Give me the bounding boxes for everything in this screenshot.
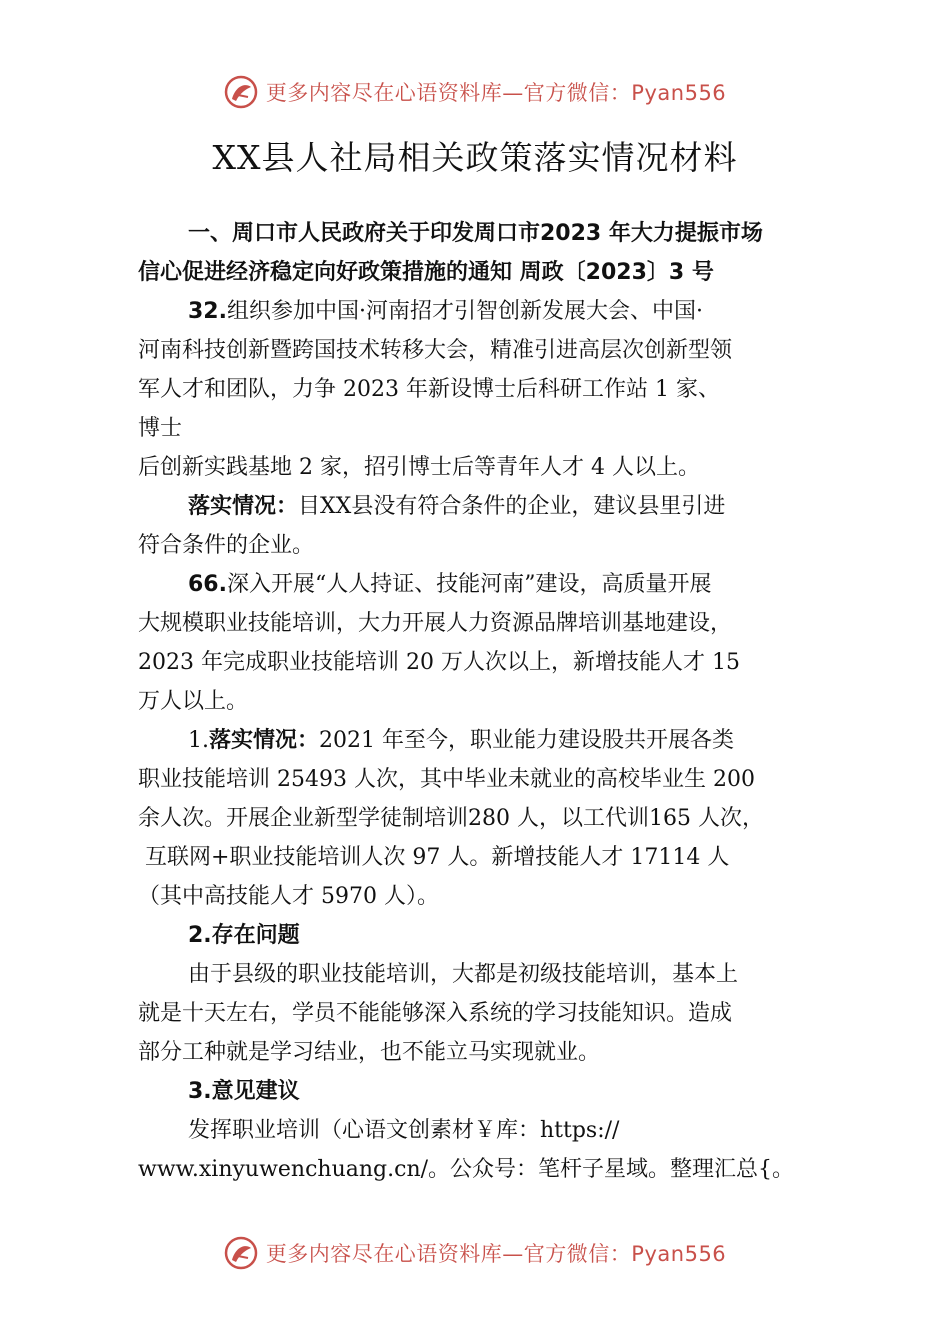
document-body (138, 214, 828, 1189)
impl-66-line-5: （其中高技能人才 5970 人）。 (138, 884, 439, 909)
item-66-number: 66. (188, 572, 227, 597)
suggestions-line-1: 发挥职业培训（心语文创素材￥库：https:// (188, 1118, 620, 1143)
header-banner (0, 72, 950, 112)
problems-line-3: 部分工种就是学习结业，也不能立马实现就业。 (138, 1040, 601, 1065)
item-32-line-5: 后创新实践基地 2 家，招引博士后等青年人才 4 人以上。 (138, 455, 700, 480)
impl-66-line-1 (138, 721, 828, 760)
problems-line-1: 由于县级的职业技能培训，大都是初级技能培训，基本上 (188, 962, 739, 987)
item-32-line-4: 博士 (138, 416, 183, 441)
banner-text: 更多内容尽在心语资料库—官方微信：Pyan556 (265, 81, 727, 105)
item-32-line-1 (138, 292, 828, 331)
impl-32-line-1 (138, 487, 828, 526)
section-heading-line-2: 信心促进经济稳定向好政策措施的通知 周政〔2023〕3 号 (138, 260, 714, 285)
banner-text: 更多内容尽在心语资料库—官方微信：Pyan556 (265, 1242, 727, 1266)
item-66-line-3: 2023 年完成职业技能培训 20 万人次以上，新增技能人才 15 (138, 650, 740, 675)
item-66-line-1 (138, 565, 828, 604)
impl-66-line-3: 余人次。开展企业新型学徒制培训280 人，以工代训165 人次， (138, 806, 764, 831)
section-heading-line-1: 一、周口市人民政府关于印发周口市2023 年大力提振市场 (188, 221, 763, 246)
item-32-line-3: 军人才和团队，力争 2023 年新设博士后科研工作站 1 家、 (138, 377, 720, 402)
item-32-text-1: 组织参加中国·河南招才引智创新发展大会、中国· (226, 299, 703, 324)
problems-line-2: 就是十天左右，学员不能能够深入系统的学习技能知识。造成 (138, 1001, 733, 1026)
problems-heading: 2.存在问题 (188, 923, 300, 948)
impl-66-text-1: 2021 年至今，职业能力建设股共开展各类 (319, 728, 734, 753)
item-66-line-2: 大规模职业技能培训，大力开展人力资源品牌培训基地建设， (138, 611, 733, 636)
logo-icon (224, 75, 258, 109)
suggestions-line-2: www.xinyuwenchuang.cn/。公众号：笔杆子星域。整理汇总{。 (138, 1157, 795, 1182)
item-32-number: 32. (188, 299, 227, 324)
item-66-text-1: 深入开展“人人持证、技能河南”建设，高质量开展 (226, 572, 712, 597)
page-title: XX县人社局相关政策落实情况材料 (212, 138, 738, 177)
logo-icon (224, 1236, 258, 1270)
footer-banner (0, 1233, 950, 1273)
impl-32-text-1: 目XX县没有符合条件的企业，建议县里引进 (298, 494, 726, 519)
impl-66-line-2: 职业技能培训 25493 人次，其中毕业未就业的高校毕业生 200 (138, 767, 755, 792)
impl-66-prefix: 1. (188, 728, 209, 753)
impl-32-label: 落实情况： (188, 494, 299, 519)
impl-32-line-2: 符合条件的企业。 (138, 533, 315, 558)
item-66-line-4: 万人以上。 (138, 689, 249, 714)
suggestions-heading: 3.意见建议 (188, 1079, 300, 1104)
impl-66-line-4: 互联网+职业技能培训人次 97 人。新增技能人才 17114 人 (138, 845, 730, 870)
item-32-line-2: 河南科技创新暨跨国技术转移大会，精准引进高层次创新型领 (138, 338, 733, 363)
impl-66-label: 落实情况： (209, 728, 320, 753)
